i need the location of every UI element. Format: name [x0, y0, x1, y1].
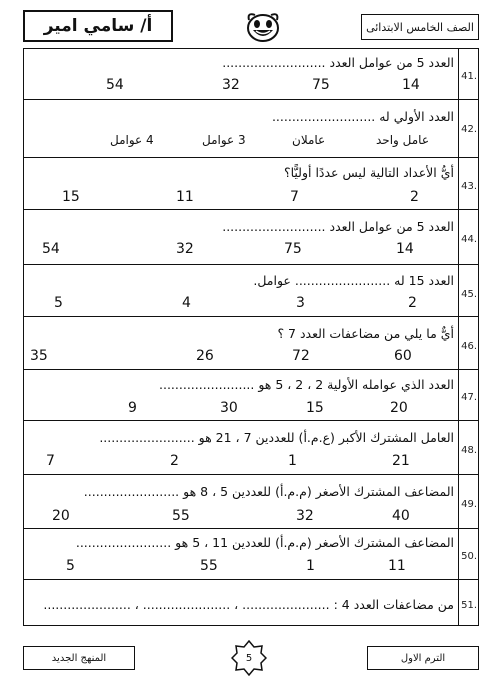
- question-number: 50.: [461, 551, 477, 562]
- teacher-name: أ/ سامي امير: [43, 16, 153, 36]
- question-row-48: [24, 421, 478, 475]
- option-b[interactable]: 7: [290, 189, 299, 205]
- question-number: 43.: [461, 181, 477, 192]
- page-header: [23, 10, 479, 44]
- option-d[interactable]: 9: [128, 400, 137, 416]
- option-b[interactable]: 32: [296, 508, 314, 524]
- option-c[interactable]: 30: [220, 400, 238, 416]
- option-b[interactable]: 1: [306, 558, 315, 574]
- option-d[interactable]: 35: [30, 348, 48, 364]
- option-c[interactable]: 55: [200, 558, 218, 574]
- curriculum-box: [23, 646, 135, 670]
- question-row-43: [24, 158, 478, 210]
- option-c[interactable]: 26: [196, 348, 214, 364]
- term-label: الترم الاول: [400, 652, 446, 664]
- curriculum-label: المنهج الجديد: [51, 652, 107, 664]
- option-a[interactable]: 2: [410, 189, 419, 205]
- option-d[interactable]: 15: [62, 189, 80, 205]
- question-row-44: [24, 210, 478, 265]
- option-b[interactable]: 15: [306, 400, 324, 416]
- option-c[interactable]: 11: [176, 189, 194, 205]
- question-text: العدد 15 له ........................ عوامل.: [253, 273, 454, 288]
- smiley-face-icon: [243, 10, 283, 44]
- question-number: 48.: [461, 445, 477, 456]
- option-d[interactable]: 5: [66, 558, 75, 574]
- option-d[interactable]: 5: [54, 295, 63, 311]
- option-d[interactable]: 54: [42, 241, 60, 257]
- question-row-45: [24, 265, 478, 317]
- question-text: العدد 5 من عوامل العدد ..........................: [222, 55, 454, 70]
- option-a[interactable]: 60: [394, 348, 412, 364]
- option-b[interactable]: 1: [288, 453, 297, 469]
- question-number: 51.: [461, 600, 477, 611]
- page-footer: [23, 640, 479, 676]
- option-c[interactable]: 32: [222, 77, 240, 93]
- option-a[interactable]: 20: [390, 400, 408, 416]
- questions-table: [23, 48, 479, 626]
- question-row-42: [24, 100, 478, 158]
- question-text: أيٌّ ما يلي من مضاعفات العدد 7 ؟: [277, 326, 454, 341]
- option-a[interactable]: 40: [392, 508, 410, 524]
- question-text: المضاعف المشترك الأصغر (م.م.أ) للعددين 5 ، 8 هو ........................: [83, 484, 454, 499]
- question-text: العامل المشترك الأكبر (ع.م.أ) للعددين 7 ، 21 هو ........................: [99, 430, 454, 445]
- question-number: 41.: [461, 71, 477, 82]
- teacher-name-box: [23, 10, 173, 42]
- question-row-41: [24, 49, 478, 100]
- question-text: العدد الأولي له ..........................: [271, 109, 454, 124]
- question-text: من مضاعفات العدد 4 : ...................... ، ...................... ، ......................: [43, 597, 454, 612]
- option-d[interactable]: 54: [106, 77, 124, 93]
- option-a[interactable]: 14: [396, 241, 414, 257]
- option-b[interactable]: عاملان: [292, 133, 326, 147]
- question-row-46: [24, 317, 478, 370]
- question-number: 47.: [461, 392, 477, 403]
- option-d[interactable]: 20: [52, 508, 70, 524]
- term-box: [367, 646, 479, 670]
- question-row-49: [24, 475, 478, 529]
- question-number: 44.: [461, 234, 477, 245]
- question-row-47: [24, 370, 478, 421]
- question-number: 46.: [461, 341, 477, 352]
- option-a[interactable]: 2: [408, 295, 417, 311]
- option-c[interactable]: 32: [176, 241, 194, 257]
- question-text: المضاعف المشترك الأصغر (م.م.أ) للعددين 11 ، 5 هو ........................: [75, 535, 454, 550]
- question-row-51: [24, 580, 478, 626]
- question-text: العدد الذي عوامله الأولية 2 ، 2 ، 5 هو ........................: [159, 377, 454, 392]
- option-d[interactable]: 7: [46, 453, 55, 469]
- option-b[interactable]: 75: [284, 241, 302, 257]
- question-text: العدد 5 من عوامل العدد ..........................: [222, 219, 454, 234]
- question-number: 45.: [461, 289, 477, 300]
- option-a[interactable]: عامل واحد: [376, 133, 429, 147]
- option-c[interactable]: 4: [182, 295, 191, 311]
- grade-label-box: [361, 14, 479, 40]
- option-a[interactable]: 21: [392, 453, 410, 469]
- option-b[interactable]: 3: [296, 295, 305, 311]
- option-c[interactable]: 2: [170, 453, 179, 469]
- page-number: 5: [245, 652, 253, 664]
- option-b[interactable]: 75: [312, 77, 330, 93]
- option-b[interactable]: 72: [292, 348, 310, 364]
- question-number: 42.: [461, 124, 477, 135]
- question-text: أيُّ الأعداد التالية ليس عددًا أوليًّا؟: [283, 165, 454, 180]
- option-c[interactable]: 3 عوامل: [202, 133, 246, 147]
- option-d[interactable]: 4 عوامل: [110, 133, 154, 147]
- option-c[interactable]: 55: [172, 508, 190, 524]
- question-number: 49.: [461, 499, 477, 510]
- option-a[interactable]: 11: [388, 558, 406, 574]
- question-row-50: [24, 529, 478, 580]
- grade-label: الصف الخامس الابتدائى: [366, 20, 474, 34]
- option-a[interactable]: 14: [402, 77, 420, 93]
